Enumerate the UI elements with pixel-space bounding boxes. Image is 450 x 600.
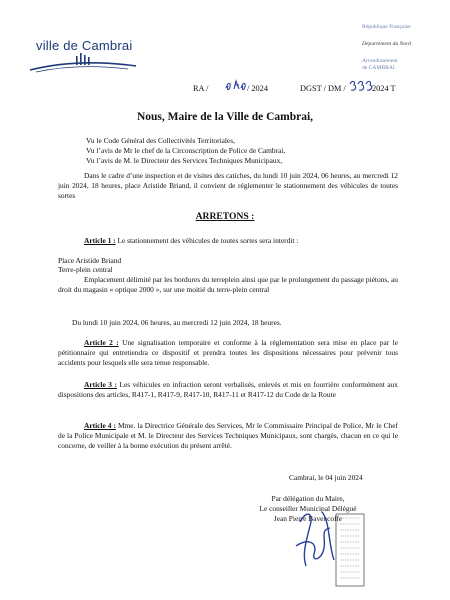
arretons-heading: ARRETONS : [195,211,255,222]
city-logo-icon [28,52,138,74]
vu-line-1: Vu le Code Général des Collectivités Territoriales, [86,136,235,145]
signature-title: Le conseiller Municipal Délégué [259,504,357,513]
departement-label: Département du Nord [362,41,411,47]
article-1-label: Article 1 : [84,236,116,245]
article-2 [58,338,398,369]
dgst-year: 2024 T [372,84,396,93]
dgst-number-handwritten [349,79,373,93]
article-1-dates: Du lundi 10 juin 2024, 06 heures, au mercredi 12 juin 2024, 18 heures. [72,318,282,327]
vu-line-2: Vu l’avis de Mr le chef de la Circonscription de Police de Cambrai, [86,146,286,155]
arrondissement-label-1: Arrondissement [362,58,398,64]
article-1-location-2: Terre-plein central [58,265,113,274]
signature-place-date: Cambrai, le 04 juin 2024 [289,473,363,482]
article-1-text: Le stationnement des véhicules de toutes sortes sera interdit : [115,236,299,245]
article-3-text: Les véhicules en infraction seront verbalisés, enlevés et mis en fourrière conformément aux dispositions des articles, R417-1, R417-9, R417-10, R417-11 et R417-12 du Code de la Route [58,380,398,400]
article-4-label: Article 4 : [84,421,116,430]
article-1-location-1: Place Aristide Briand [58,256,122,265]
vu-line-3: Vu l’avis de M. le Directeur des Services Techniques Municipaux, [86,156,283,165]
article-4-text: Mme. la Directrice Générale des Services, Mr le Commissaire Principal de Police, Mr le Chef de la Police Municipale et M. le Directeur des Services Techniques Municipaux, sont chargés, chacun en ce qui le concerne, de veiller à la bonne exécution du présent arrêté. [58,421,398,451]
republique-label: République Française [362,24,411,30]
article-3 [58,380,398,400]
article-1-location-3: Emplacement délimité par les bordures du terreplein ainsi que par le prolongement du passage piétons, au droit du magasin « optique 2000 », sur une moitié du terre-plein central [58,275,398,295]
ra-number-handwritten [224,79,248,93]
ra-prefix: RA / [193,84,209,93]
dgst-prefix: DGST / DM / [300,84,346,93]
administrative-header [362,24,444,72]
arrondissement-label-2: de CAMBRAI [362,65,395,71]
article-3-label: Article 3 : [84,380,117,389]
signature-name: Jean Pierre Bavencoffe [273,514,343,523]
official-stamp [330,510,370,590]
ra-year: / 2024 [247,84,268,93]
document-title: Nous, Maire de la Ville de Cambrai, [136,111,314,123]
article-1 [58,236,398,246]
article-2-text: Une signalisation temporaire et conforme à la réglementation sera mise en place par le pétitionnaire qui entretiendra ce dispositif et prendra toutes les dispositions nécessaires pour prévenir tous accidents pour lesquels elle sera tenue responsable. [58,338,398,368]
signature-delegation: Par délégation du Maire, [271,494,345,503]
article-4 [58,421,398,452]
intro-paragraph: Dans le cadre d’une inspection et de visites des catiches, du lundi 10 juin 2024, 06 heures, au mercredi 12 juin 2024, 18 heures, place Aristide Briand, il convient de réglementer le stationnement des véhicules de toutes sortes [58,171,398,201]
article-2-label: Article 2 : [84,338,119,347]
city-logo-text: ville de Cambrai [36,38,133,53]
